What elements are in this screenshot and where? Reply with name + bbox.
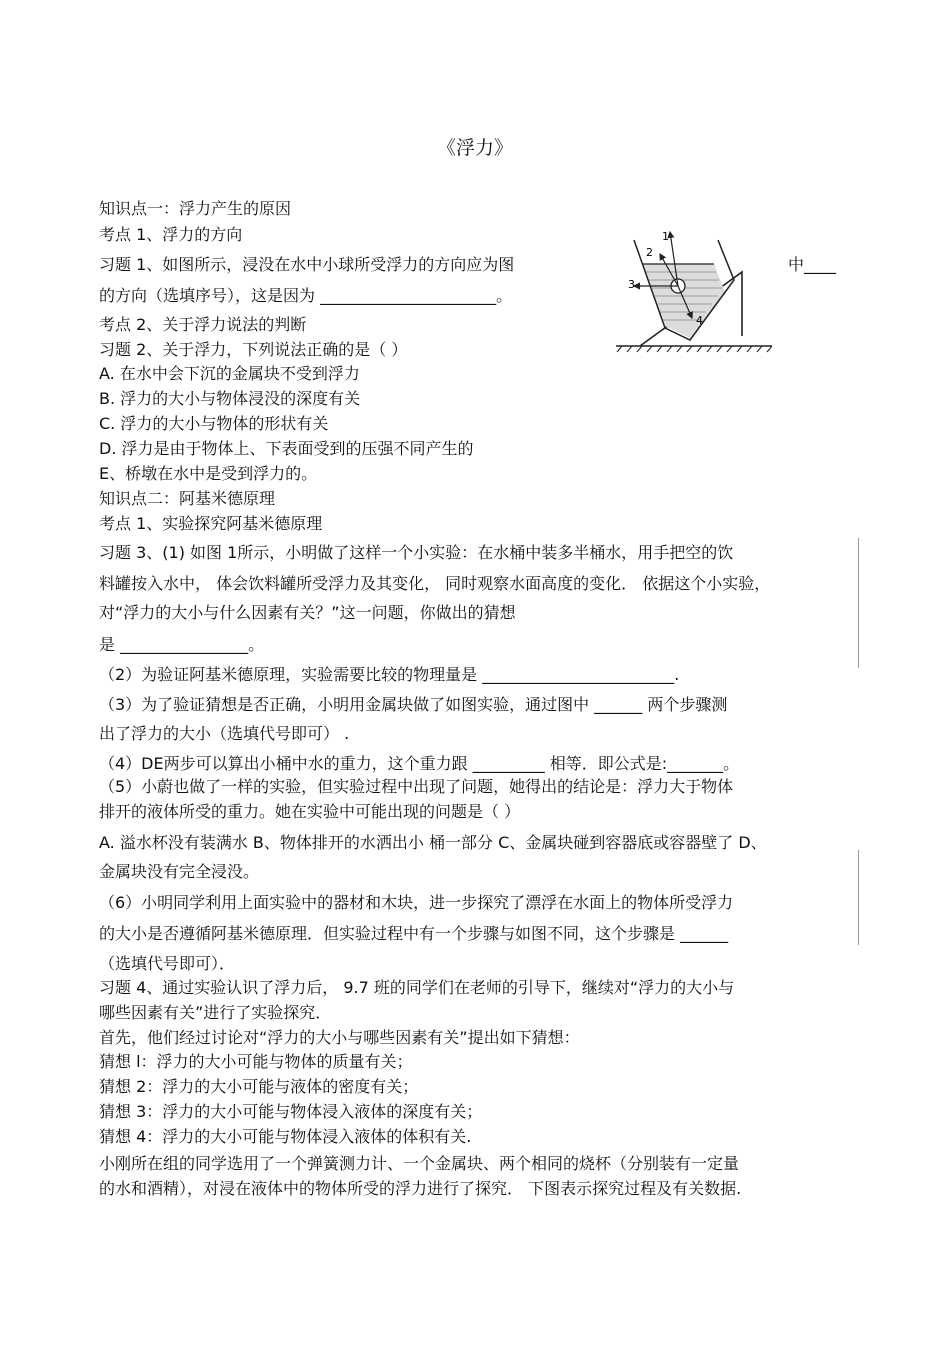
section-heading: 知识点二：阿基米德原理 xyxy=(99,489,276,508)
option-c: C. 浮力的大小与物体的形状有关 xyxy=(99,414,329,433)
topic-heading: 考点 1、浮力的方向 xyxy=(99,225,243,244)
topic-heading: 考点 1、实验探究阿基米德原理 xyxy=(99,514,323,533)
arrow-label-1: 1 xyxy=(662,230,669,243)
question-text: 排开的液体所受的重力。她在实验中可能出现的问题是（ ） xyxy=(99,802,521,821)
question-text: （4）DE两步可以算出小桶中水的重力，这个重力跟 _________ 相等．即公式是:_______。 xyxy=(99,754,740,773)
question-text: （2）为验证阿基米德原理，实验需要比较的物理量是 ________________________. xyxy=(99,665,680,684)
hypothesis-1: 猜想 l：浮力的大小可能与物体的质量有关； xyxy=(99,1052,413,1071)
question-text: 的大小是否遵循阿基米德原理．但实验过程中有一个步骤与如图不同，这个步骤是 ______ xyxy=(99,924,729,943)
question-text: （选填代号即可）． xyxy=(99,954,236,973)
question-text: 首先，他们经过讨论对“浮力的大小与哪些因素有关”提出如下猜想： xyxy=(99,1028,580,1047)
page-title: 《浮力》 xyxy=(436,137,513,159)
ground-hatching xyxy=(617,346,772,352)
water xyxy=(642,264,725,338)
question-text: （6）小明同学利用上面实验中的器材和木块，进一步探究了漂浮在水面上的物体所受浮力 xyxy=(99,893,734,912)
margin-line xyxy=(858,850,859,945)
option-e: E、桥墩在水中是受到浮力的。 xyxy=(99,464,318,483)
question-text: 习题 4、通过实验认识了浮力后， 9.7 班的同学们在老师的引导下，继续对“浮力的大小与 xyxy=(99,978,735,997)
question-text: 料罐按入水中， 体会饮料罐所受浮力及其变化， 同时观察水面高度的变化． 依据这个小实验， xyxy=(99,574,771,593)
option-b: B. 浮力的大小与物体浸没的深度有关 xyxy=(99,389,361,408)
question-text: 小刚所在组的同学选用了一个弹簧测力计、一个金属块、两个相同的烧杯（分别装有一定量 xyxy=(99,1154,740,1173)
question-text: （5）小蔚也做了一样的实验，但实验过程中出现了问题，她得出的结论是：浮力大于物体 xyxy=(99,777,734,796)
question-text: 习题 3、(1) 如图 1所示，小明做了这样一个小实验：在水桶中装多半桶水，用手把空的饮 xyxy=(99,543,734,562)
arrow-label-4: 4 xyxy=(696,314,703,327)
question-text: 习题 2、关于浮力，下列说法正确的是（ ） xyxy=(99,340,408,359)
question-text: （3）为了验证猜想是否正确，小明用金属块做了如图实验，通过图中 ______ 两个步骤测 xyxy=(99,695,728,714)
question-text: 的水和酒精），对浸在液体中的物体所受的浮力进行了探究． 下图表示探究过程及有关数据. xyxy=(99,1179,742,1198)
question-blank: 中____ xyxy=(788,255,837,274)
question-options: A. 溢水杯没有装满水 B、物体排开的水洒出小 桶一部分 C、金属块碰到容器底或容器壁了 D、 xyxy=(99,833,767,852)
hypothesis-4: 猜想 4：浮力的大小可能与物体浸入液体的体积有关. xyxy=(99,1127,472,1146)
margin-line xyxy=(858,538,859,668)
arrow-label-3: 3 xyxy=(628,278,635,291)
buoyancy-direction-diagram xyxy=(612,228,782,353)
question-text: 是 ________________。 xyxy=(99,635,265,654)
question-text: 哪些因素有关”进行了实验探究． xyxy=(99,1003,332,1022)
question-text: 金属块没有完全浸没。 xyxy=(99,862,260,881)
question-text: 对“浮力的大小与什么因素有关？”这一问题，你做出的猜想 xyxy=(99,603,516,622)
option-a: A. 在水中会下沉的金属块不受到浮力 xyxy=(99,364,360,383)
section-heading: 知识点一：浮力产生的原因 xyxy=(99,199,292,218)
arrow-label-2: 2 xyxy=(646,246,653,259)
question-text: 出了浮力的大小（选填代号即可） . xyxy=(99,724,350,743)
question-text: 的方向（选填序号），这是因为 ______________________。 xyxy=(99,286,513,305)
question-text: 习题 1、如图所示，浸没在水中小球所受浮力的方向应为图 xyxy=(99,255,515,274)
option-d: D. 浮力是由于物体上、下表面受到的压强不同产生的 xyxy=(99,439,474,458)
topic-heading: 考点 2、关于浮力说法的判断 xyxy=(99,315,307,334)
hypothesis-3: 猜想 3：浮力的大小可能与物体浸入液体的深度有关； xyxy=(99,1102,483,1121)
hypothesis-2: 猜想 2：浮力的大小可能与液体的密度有关； xyxy=(99,1077,419,1096)
